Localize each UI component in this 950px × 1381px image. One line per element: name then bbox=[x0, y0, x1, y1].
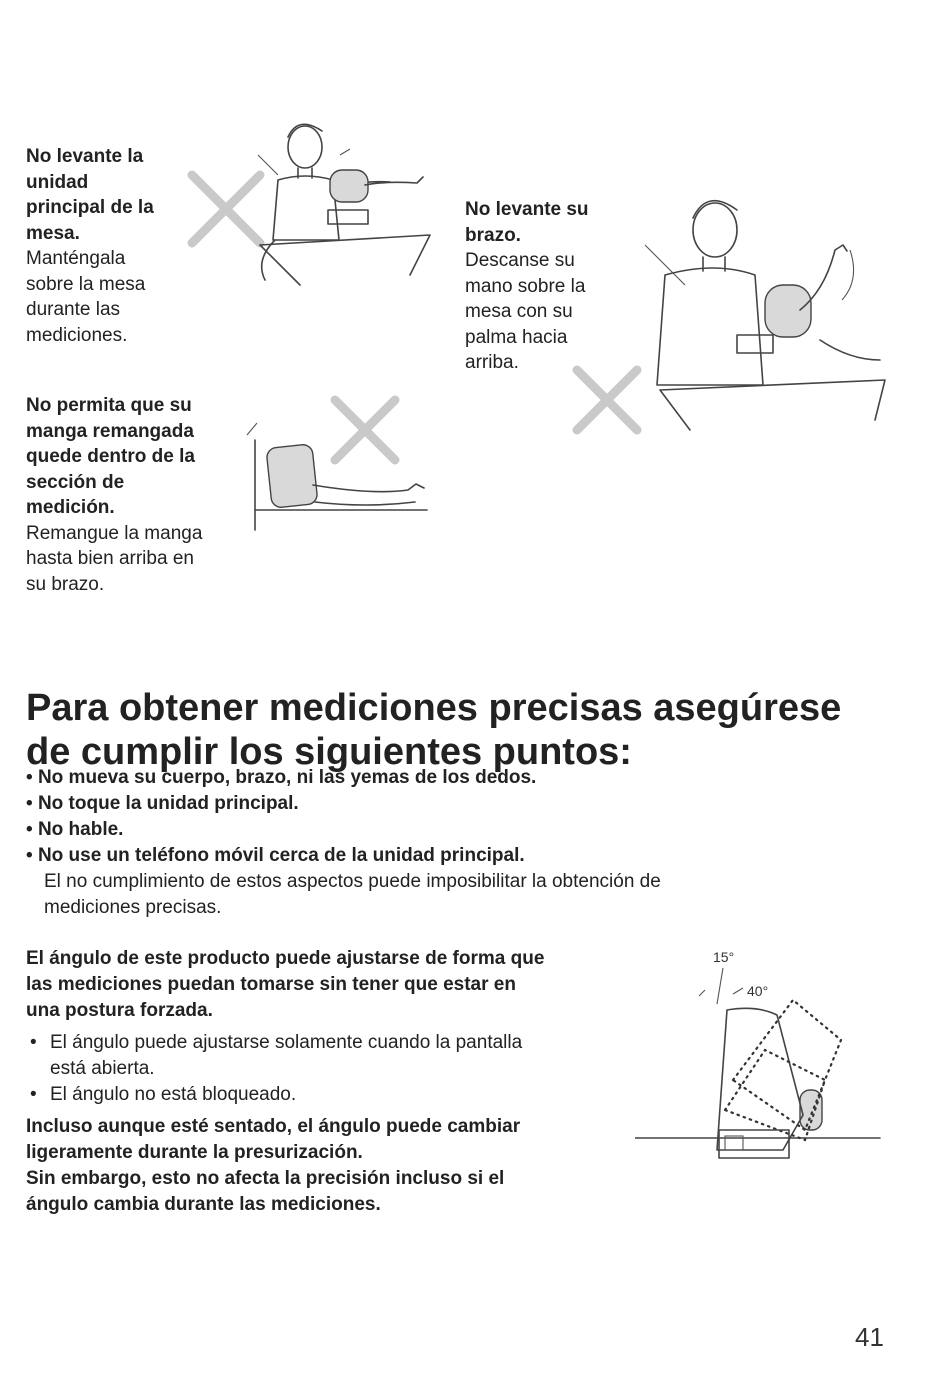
warning-title-line: sección de bbox=[26, 471, 125, 493]
lift-unit-illustration bbox=[180, 115, 440, 295]
precision-bullet-list bbox=[26, 765, 886, 921]
angle-closing-line: Incluso aunque esté sentado, el ángulo puede cambiar bbox=[26, 1116, 521, 1137]
angle-intro-line: El ángulo de este producto puede ajustarse de forma que bbox=[26, 948, 545, 969]
warning-body-line: Remangue la manga bbox=[26, 522, 203, 544]
warning-title-line: No levante la bbox=[26, 146, 144, 167]
warning-body-line: su brazo. bbox=[26, 573, 105, 595]
lift-arm-illustration bbox=[565, 190, 895, 435]
bullet-marker: • bbox=[26, 819, 33, 840]
warning-title-line: manga remangada bbox=[26, 420, 194, 442]
angle-intro-line: una postura forzada. bbox=[26, 1000, 213, 1021]
angle-item-line: El ángulo puede ajustarse solamente cuando la pantalla bbox=[50, 1032, 523, 1053]
bullet-note-line: El no cumplimiento de estos aspectos puede imposibilitar la obtención de bbox=[44, 871, 661, 892]
bullet-marker: • bbox=[26, 767, 33, 788]
warning-title-line: No permita que su bbox=[26, 395, 192, 416]
angle-item-line: está abierta. bbox=[50, 1058, 155, 1079]
warning-body-line: palma hacia bbox=[465, 326, 568, 348]
bullet-marker: • bbox=[26, 845, 33, 866]
warning-body-line: Descanse su bbox=[465, 250, 575, 271]
bullet-item bbox=[26, 765, 886, 791]
warning-lift-unit bbox=[26, 144, 196, 348]
warning-title-line: principal de la bbox=[26, 197, 154, 218]
bullet-marker: • bbox=[30, 1084, 37, 1105]
warning-title-line: medición. bbox=[26, 497, 115, 518]
angle-adjust-diagram bbox=[635, 940, 885, 1170]
warning-body-line: durante las bbox=[26, 299, 121, 320]
bullet-text: No use un teléfono móvil cerca de la unidad principal. bbox=[37, 845, 525, 866]
bullet-note-line: mediciones precisas. bbox=[44, 897, 222, 918]
bullet-item bbox=[26, 843, 886, 869]
angle-list-item bbox=[26, 1030, 656, 1082]
warning-sleeve bbox=[26, 393, 246, 597]
page-number: 41 bbox=[855, 1322, 884, 1352]
angle-closing-line: ligeramente durante la presurización. bbox=[26, 1142, 363, 1163]
bullet-item bbox=[26, 791, 886, 817]
warning-title-line: brazo. bbox=[465, 224, 521, 246]
angle-section bbox=[26, 946, 656, 1218]
warning-body-line: arriba. bbox=[465, 352, 519, 373]
angle-intro-line: las mediciones puedan tomarse sin tener que estar en bbox=[26, 974, 516, 995]
angle-closing-line: ángulo cambia durante las mediciones. bbox=[26, 1194, 381, 1215]
angle-label-40: 40° bbox=[747, 983, 769, 999]
warning-body-line: mediciones. bbox=[26, 324, 128, 346]
warning-title-line: No levante su bbox=[465, 199, 589, 220]
bullet-text: No mueva su cuerpo, brazo, ni las yemas de los dedos. bbox=[37, 767, 537, 788]
angle-closing-line: Sin embargo, esto no afecta la precisión incluso si el bbox=[26, 1168, 505, 1189]
warning-body-line: mano sobre la bbox=[465, 275, 586, 297]
warning-body-line: Manténgala bbox=[26, 248, 126, 269]
bullet-marker: • bbox=[26, 793, 33, 814]
angle-item-line: El ángulo no está bloqueado. bbox=[50, 1084, 297, 1105]
warning-body-line: sobre la mesa bbox=[26, 273, 146, 295]
heading-line: de cumplir los siguientes puntos: bbox=[26, 731, 632, 773]
sleeve-illustration bbox=[235, 390, 435, 540]
warning-title-line: unidad bbox=[26, 171, 89, 193]
bullet-text: No toque la unidad principal. bbox=[37, 793, 299, 814]
warning-title-line: mesa. bbox=[26, 222, 80, 244]
bullet-item bbox=[26, 817, 886, 843]
warning-body-line: mesa con su bbox=[465, 301, 573, 322]
angle-label-15: 15° bbox=[713, 949, 735, 965]
bullet-text: No hable. bbox=[37, 819, 124, 840]
page-heading bbox=[26, 686, 906, 774]
bullet-marker: • bbox=[30, 1032, 37, 1053]
heading-line: Para obtener mediciones precisas asegúrese bbox=[26, 687, 842, 729]
warning-title-line: quede dentro de la bbox=[26, 446, 195, 467]
angle-list-item bbox=[26, 1082, 656, 1108]
warning-body-line: hasta bien arriba en bbox=[26, 548, 194, 569]
